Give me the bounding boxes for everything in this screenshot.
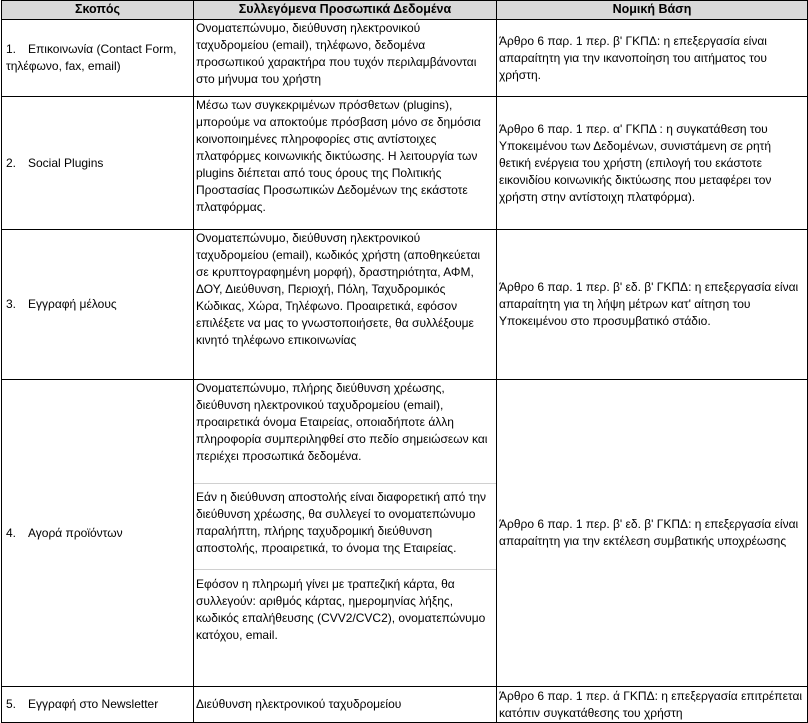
purpose-text: Επικοινωνία (Contact Form, τηλέφωνο, fax, email)	[6, 42, 177, 73]
header-data: Συλλεγόμενα Προσωπικά Δεδομένα	[194, 1, 497, 20]
legal-cell: Άρθρο 6 παρ. 1 περ. α' ΓΚΠΔ : η συγκατάθεση του Υποκειμένου των Δεδομένων, συνιστάμενη σε ρητή θετική ενέργεια του χρήστη (επιλογή του εκάστοτε εικονιδίου κοινωνικής δικτύωσης που μεταφέρει τον χρήστη στην αντίστοιχη πλατφόρμα).	[497, 97, 808, 230]
data-part-card: Εφόσον η πληρωμή γίνει με τραπεζική κάρτα, θα συλλεγούν: αριθμός κάρτας, ημερομηνίας λήξης, κωδικός επαλήθευσης (CVV2/CVC2), ονοματεπώνυμο κατόχου, email.	[196, 577, 486, 642]
purpose-text: Εγγραφή μέλους	[28, 297, 117, 311]
data-part-billing: Ονοματεπώνυμο, πλήρης διεύθυνση χρέωσης, διεύθυνση ηλεκτρονικού ταχυδρομείου (email), προαιρετικά όνομα Εταιρείας, οποιαδήποτε άλλη πληροφορία συμπεριληφθεί στο πεδίο σημειώσεων και περιέχει προσωπικά δεδομένα.	[194, 380, 496, 484]
table-row	[2, 687, 808, 723]
data-cell: Μέσω των συγκεκριμένων πρόσθετων (plugins), μπορούμε να αποκτούμε πρόσβαση μόνο σε δημόσια κοινοποιημένες πληροφορίες στις αντίστοιχες πλατφόρμες κοινωνικής δικτύωσης. Η λειτουργία των plugins διέπεται από τους όρους της Πολιτικής Προστασίας Προσωπικών Δεδομένων της εκάστοτε πλατφόρμας.	[194, 97, 497, 230]
purpose-text: Αγορά προϊόντων	[28, 525, 123, 540]
legal-cell: Άρθρο 6 παρ. 1 περ. ά ΓΚΠΔ: η επεξεργασία επιτρέπεται κατόπιν συγκατάθεσης του χρήστη	[497, 687, 808, 723]
legal-cell: Άρθρο 6 παρ. 1 περ. β' ΓΚΠΔ: η επεξεργασία είναι απαραίτητη για την ικανοποίηση του αιτήματος του χρήστη.	[497, 20, 808, 97]
table-row	[2, 20, 808, 97]
purpose-cell	[2, 97, 194, 230]
privacy-table	[1, 0, 808, 723]
table-row	[2, 380, 808, 687]
purpose-text: Εγγραφή στο Newsletter	[28, 697, 159, 711]
row-number: 4.	[6, 525, 17, 540]
data-cell: Ονοματεπώνυμο, διεύθυνση ηλεκτρονικού ταχυδρομείου (email), τηλέφωνο, δεδομένα προσωπικού χαρακτήρα που τυχόν περιλαμβάνονται στο μήνυμα του χρήστη	[194, 20, 497, 97]
table-row	[2, 230, 808, 380]
data-cell: Διεύθυνση ηλεκτρονικού ταχυδρομείου	[194, 687, 497, 723]
purpose-text: Social Plugins	[28, 155, 104, 170]
row-number: 5.	[6, 697, 17, 711]
data-cell	[194, 380, 497, 687]
table-row	[2, 97, 808, 230]
purpose-cell	[2, 687, 194, 723]
header-row	[2, 1, 808, 20]
data-part-shipping: Εάν η διεύθυνση αποστολής είναι διαφορετική από την διεύθυνση χρέωσης, θα συλλεγεί το ονοματεπώνυμο παραλήπτη, πλήρης ταχυδρομική διεύθυνση αποστολής, προαιρετικά, το όνομα της Εταιρείας.	[194, 484, 496, 570]
row-number: 3.	[6, 297, 17, 311]
header-purpose: Σκοπός	[2, 1, 194, 20]
header-legal: Νομική Βάση	[497, 1, 808, 20]
row-number: 1.	[6, 42, 17, 56]
legal-cell: Άρθρο 6 παρ. 1 περ. β' εδ. β' ΓΚΠΔ: η επεξεργασία είναι απαραίτητη για την εκτέλεση συμβατικής υποχρέωσης	[497, 380, 808, 687]
legal-cell: Άρθρο 6 παρ. 1 περ. β' εδ. β' ΓΚΠΔ: η επεξεργασία είναι απαραίτητη για τη λήψη μέτρων κατ' αίτηση του Υποκειμένου στο προσυμβατικό στάδιο.	[497, 230, 808, 380]
purpose-cell	[2, 230, 194, 380]
data-cell: Ονοματεπώνυμο, διεύθυνση ηλεκτρονικού ταχυδρομείου (email), κωδικός χρήστη (αποθηκεύεται σε κρυπτογραφημένη μορφή), δραστηριότητα, ΑΦΜ, ΔΟΥ, Διεύθυνση, Περιοχή, Πόλη, Ταχυδρομικός Κώδικας, Χώρα, Τηλέφωνο. Προαιρετικά, εφόσον επιλέξετε να μας το γνωστοποιήσετε, θα συλλέξουμε κινητό τηλέφωνο επικοινωνίας	[194, 230, 497, 380]
row-number: 2.	[6, 155, 17, 170]
purpose-cell	[2, 20, 194, 97]
purpose-cell	[2, 380, 194, 687]
